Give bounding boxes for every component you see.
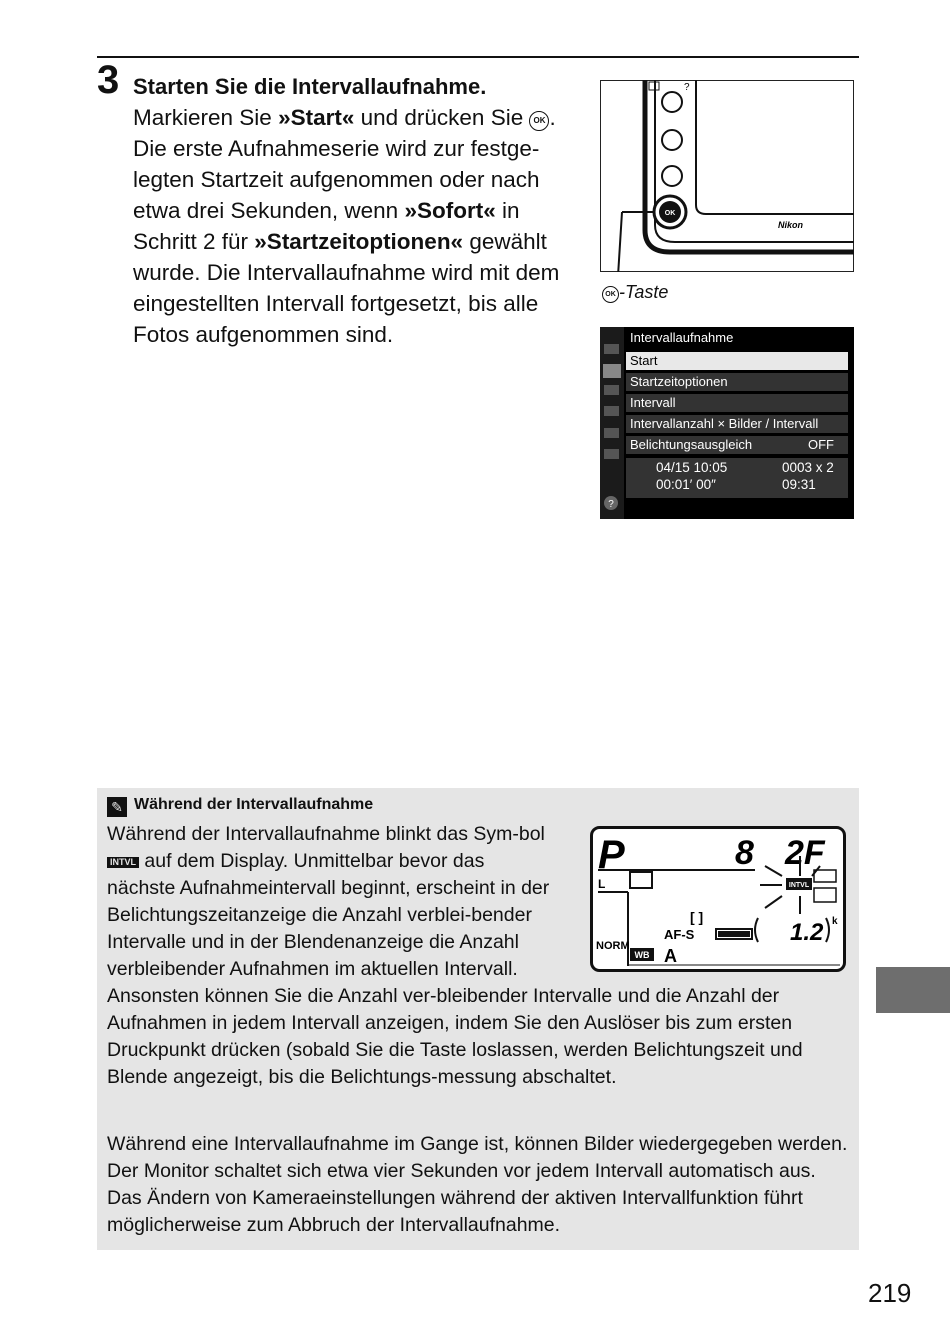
start-datetime: 04/15 10:05 [656,460,728,475]
menu-item-start[interactable]: Start [626,352,848,370]
menu-item-intervall[interactable]: Intervall [626,394,848,412]
zoom-out-button-icon [662,166,682,186]
svg-text:INTVL: INTVL [788,882,810,889]
ok-caption-icon: OK [602,286,619,303]
svg-text:OK: OK [664,210,676,217]
brand-logo: Nikon [778,220,804,230]
menu-item-belichtungsausgleich[interactable]: Belichtungsausgleich OFF [626,436,848,454]
control-panel-lcd [590,826,846,972]
lcd-quality: NORM [596,940,630,952]
lcd-shutter: 8 [735,834,754,872]
intvl-symbol-icon: INTVL [107,857,139,868]
svg-text:?: ? [608,499,614,510]
protect-button-icon [662,92,682,112]
lcd-wb: WB [634,950,650,960]
menu-tab-rail [600,327,624,519]
menu-item-startzeitoptionen[interactable]: Startzeitoptionen [626,373,848,391]
lcd-mode: P [598,833,625,877]
lcd-remaining: 1.2 [790,919,824,946]
lcd-aperture: 2F [785,834,825,872]
menu-item-intervallanzahl[interactable]: Intervallanzahl × Bilder / Intervall [626,415,848,433]
svg-text:L: L [598,877,606,891]
step-body: Markieren Sie »Start« und drücken Sie OK . Die erste Aufnahmeserie wird zur festge-legten Startzeit aufgenommen oder nach etwa drei Sekunden, wenn »Sofort« in Schritt 2 für »Startzeitoptionen« gewählt wurde. Die Intervallaufnahme wird mit dem eingestellten Intervall fortgesetzt, bis alle Fotos aufgenommen sind. [133,105,560,347]
svg-text:k: k [832,916,838,927]
camera-back-illustration [600,80,854,272]
help-icon: ? [684,82,690,93]
end-time: 09:31 [782,477,816,492]
pencil-icon: ✎ [107,797,127,817]
step-title: Starten Sie die Intervallaufnahme. [133,74,487,99]
note-paragraph-1: Während der Intervallaufnahme blinkt das Sym-bol INTVL auf dem Display. Unmittelbar bevor das nächste Aufnahmeintervall beginnt, erscheint in der Belichtungszeitanzeige die Anzahl verblei-bender Intervalle und in der Blendenanzeige die Anzahl verbleibender Aufnahmen im aktuellen Intervall. Ansonsten können Sie die Anzahl ver-bleibender Intervalle und die Anzahl der Aufnahmen in jedem Intervall anzeigen, indem Sie den Auslöser bis zum ersten Druckpunkt drücken (sobald Sie die Taste loslassen, werden Belichtungszeit und Blende angezeigt, bis die Belichtungs-messung abschaltet. [107,823,803,1088]
chapter-tab [876,967,950,1013]
menu-info-panel [626,458,848,498]
lcd-wb-value: A [664,946,677,966]
ok-button-icon: OK [529,111,549,131]
note-title: ✎ Während der Intervallaufnahme [107,796,373,817]
exposure-comp-value: OFF [808,437,834,452]
lcd-af-mode: AF-S [664,927,695,942]
top-rule [97,56,859,58]
af-area-icon: [ ] [690,909,704,925]
figure-caption: OK -Taste [602,282,668,303]
menu-title: Intervallaufnahme [630,330,734,345]
interval-duration: 00:01′ 00″ [656,477,716,492]
menu-tab-icons [600,327,624,519]
shot-count: 0003 x 2 [782,460,834,475]
step-number: 3 [97,58,120,102]
page-number: 219 [868,1278,912,1308]
interval-menu-screen [600,327,854,519]
zoom-in-button-icon [662,130,682,150]
note-paragraph-2: Während eine Intervallaufnahme im Gange ist, können Bilder wiedergegeben werden. Der Monitor schaltet sich etwa vier Sekunden vor jedem Intervall automatisch aus. Das Ändern von Kameraeinstellungen während der aktiven Intervallfunktion führt möglicherweise zum Abbruch der Intervallaufnahme. [107,1133,848,1236]
